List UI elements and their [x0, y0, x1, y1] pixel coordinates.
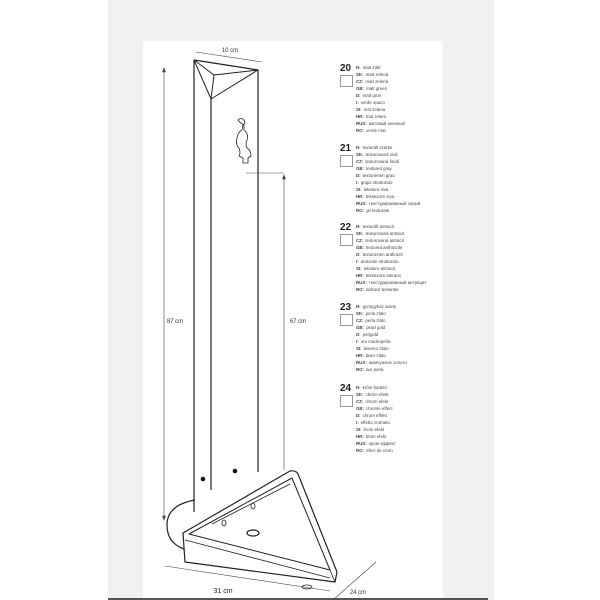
color-name: matt zöld [362, 65, 381, 70]
language-code: RO: [356, 448, 365, 453]
color-name: mat zeleni [365, 114, 386, 119]
color-name: texturovaná šedá [365, 159, 400, 164]
color-name: textured anthracite [366, 245, 403, 250]
color-swatch [340, 234, 353, 246]
language-code: SK: [356, 311, 364, 316]
color-swatch [340, 75, 353, 87]
language-code: H: [356, 224, 361, 229]
color-label [356, 258, 426, 265]
color-label [356, 71, 405, 78]
color-name: texturovaná antracit [365, 238, 404, 243]
color-label [356, 106, 405, 113]
color-name: teksturom siva [365, 194, 395, 199]
column-top [194, 60, 258, 99]
color-label [356, 405, 396, 412]
language-code: RUS: [356, 201, 367, 206]
color-label [356, 303, 407, 310]
language-code: SK: [356, 72, 364, 77]
color-name: antracit texturate [366, 287, 399, 292]
color-name: chróm efekt [365, 392, 389, 397]
color-label [356, 359, 407, 366]
color-label [356, 331, 407, 338]
color-swatch [340, 395, 353, 407]
color-label [356, 391, 396, 398]
language-code: CZ: [356, 399, 364, 404]
language-code: GB: [356, 86, 365, 91]
mount-hole [201, 477, 206, 482]
color-label [356, 286, 426, 293]
color-number: 24 [340, 383, 352, 394]
color-number: 21 [340, 143, 352, 154]
language-code: HR: [356, 194, 364, 199]
color-label [356, 419, 396, 426]
color-label [356, 200, 420, 207]
language-code: I: [356, 259, 359, 264]
language-code: SI: [356, 107, 362, 112]
language-code: D: [356, 413, 361, 418]
color-label [356, 237, 426, 244]
color-label [356, 223, 426, 230]
color-name: хром эффект [368, 441, 396, 446]
color-label [356, 384, 396, 391]
color-name: texturierten grau [362, 173, 395, 178]
color-name: texturált szürke [362, 145, 393, 150]
color-name: texturált antracit [362, 224, 394, 229]
tray-outer [183, 471, 337, 582]
color-name: teksturom antracit [365, 273, 401, 278]
color-name: жемчужное золото [368, 360, 407, 365]
color-label [356, 127, 405, 134]
language-code: RUS: [356, 121, 367, 126]
language-code: CZ: [356, 238, 364, 243]
color-label [356, 338, 407, 345]
color-name: perla zlato [365, 318, 386, 323]
language-code: SK: [356, 392, 364, 397]
color-label [356, 244, 426, 251]
mount-hole [233, 469, 238, 474]
color-label [356, 345, 407, 352]
color-name: texturierten anthrazit [362, 252, 403, 257]
language-code: GB: [356, 406, 365, 411]
color-label [356, 92, 405, 99]
color-label [356, 165, 420, 172]
color-label [356, 230, 426, 237]
color-label [356, 207, 420, 214]
color-label [356, 179, 420, 186]
color-label [356, 99, 405, 106]
color-label [356, 447, 396, 454]
color-name: teksturo antracit [363, 266, 395, 271]
color-name: chrome effect [366, 406, 393, 411]
color-label [356, 426, 396, 433]
color-name: biser zlato [365, 353, 386, 358]
language-code: GB: [356, 245, 365, 250]
language-code: SI: [356, 266, 362, 271]
language-code: I: [356, 420, 359, 425]
language-code: GB: [356, 325, 365, 330]
color-label [356, 440, 396, 447]
language-code: H: [356, 65, 361, 70]
color-label [356, 251, 426, 258]
language-code: SK: [356, 231, 364, 236]
color-name: perlgold [362, 332, 379, 337]
color-name: pearl gold [366, 325, 386, 330]
color-name: chrom effekt [362, 413, 387, 418]
color-name: текстурированный антрацит [368, 280, 427, 285]
language-code: H: [356, 304, 361, 309]
color-label [356, 412, 396, 419]
color-swatch [340, 314, 353, 326]
color-name: aur perla [366, 367, 384, 372]
color-name: krom efekt [363, 427, 385, 432]
color-name: matt zelená [365, 72, 389, 77]
color-name: матовый зеленый [368, 121, 405, 126]
color-name: textured gray [366, 166, 392, 171]
language-code: SI: [356, 427, 362, 432]
dim-height-total: 87 cm [166, 319, 184, 325]
language-code: RO: [356, 367, 365, 372]
color-number: 20 [340, 63, 352, 74]
color-name: króm hatású [362, 385, 387, 390]
dim-width-top: 10 cm [221, 48, 239, 54]
dim-height-tap: 67 cm [289, 319, 307, 325]
color-label [356, 78, 405, 85]
drain-hole [247, 530, 259, 536]
color-name: teksturo siva [363, 187, 389, 192]
color-label [356, 279, 426, 286]
color-name: perla zlato [365, 311, 386, 316]
color-label [356, 324, 407, 331]
dim-base-depth: 24 cm [349, 590, 367, 596]
color-number: 23 [340, 302, 352, 313]
color-name: gri texturate [366, 208, 390, 213]
language-code: RO: [356, 128, 365, 133]
language-code: RO: [356, 287, 365, 292]
language-code: RO: [356, 208, 365, 213]
color-name: grigio strutturato [360, 180, 393, 185]
color-name: biserno zlato [363, 346, 389, 351]
language-code: RUS: [356, 280, 367, 285]
color-swatch [340, 155, 353, 167]
color-label [356, 352, 407, 359]
color-name: krom efekt [365, 434, 387, 439]
color-name: texturovaná antracit [365, 231, 405, 236]
color-name: mat zelena [363, 107, 386, 112]
color-label [356, 85, 405, 92]
color-label [356, 158, 420, 165]
color-name: verde opaco [360, 100, 385, 105]
color-label [356, 317, 407, 324]
color-label [356, 272, 426, 279]
language-code: CZ: [356, 159, 364, 164]
language-code: SK: [356, 152, 364, 157]
language-code: D: [356, 93, 361, 98]
language-code: HR: [356, 353, 364, 358]
color-label [356, 120, 405, 127]
color-label [356, 172, 420, 179]
color-label [356, 265, 426, 272]
color-name: effetto cromato [360, 420, 390, 425]
language-code: HR: [356, 114, 364, 119]
color-name: oro madreperla [360, 339, 391, 344]
color-name: matt grün [362, 93, 382, 98]
color-label [356, 144, 420, 151]
language-code: GB: [356, 166, 365, 171]
color-label [356, 398, 396, 405]
language-code: D: [356, 173, 361, 178]
language-code: HR: [356, 434, 364, 439]
color-number: 22 [340, 222, 352, 233]
language-code: H: [356, 145, 361, 150]
language-code: SI: [356, 346, 362, 351]
color-name: matt zelená [365, 79, 389, 84]
language-code: H: [356, 385, 361, 390]
color-name: chrom efekt [365, 399, 389, 404]
color-label [356, 310, 407, 317]
tray-inner [189, 478, 330, 570]
color-label [356, 193, 420, 200]
color-label [356, 433, 396, 440]
language-code: SI: [356, 187, 362, 192]
language-code: I: [356, 180, 359, 185]
language-code: CZ: [356, 79, 364, 84]
color-label [356, 186, 420, 193]
language-code: D: [356, 252, 361, 257]
color-name: efect de crom [366, 448, 393, 453]
language-code: I: [356, 100, 359, 105]
color-name: matt green [366, 86, 388, 91]
color-name: texturovaná sivá [365, 152, 398, 157]
color-label [356, 113, 405, 120]
language-code: I: [356, 339, 359, 344]
color-label [356, 151, 420, 158]
color-name: текстурированный серый [368, 201, 421, 206]
color-name: verde mat [366, 128, 386, 133]
dim-base-length: 31 cm [213, 588, 233, 595]
color-name: gyöngyház arany [362, 304, 397, 309]
language-code: RUS: [356, 360, 367, 365]
tap-icon [236, 119, 251, 164]
language-code: CZ: [356, 318, 364, 323]
language-code: RUS: [356, 441, 367, 446]
language-code: D: [356, 332, 361, 337]
column-outline [194, 60, 258, 512]
color-label [356, 64, 405, 71]
color-name: antracite strutturato [360, 259, 399, 264]
language-code: HR: [356, 273, 364, 278]
color-label [356, 366, 407, 373]
